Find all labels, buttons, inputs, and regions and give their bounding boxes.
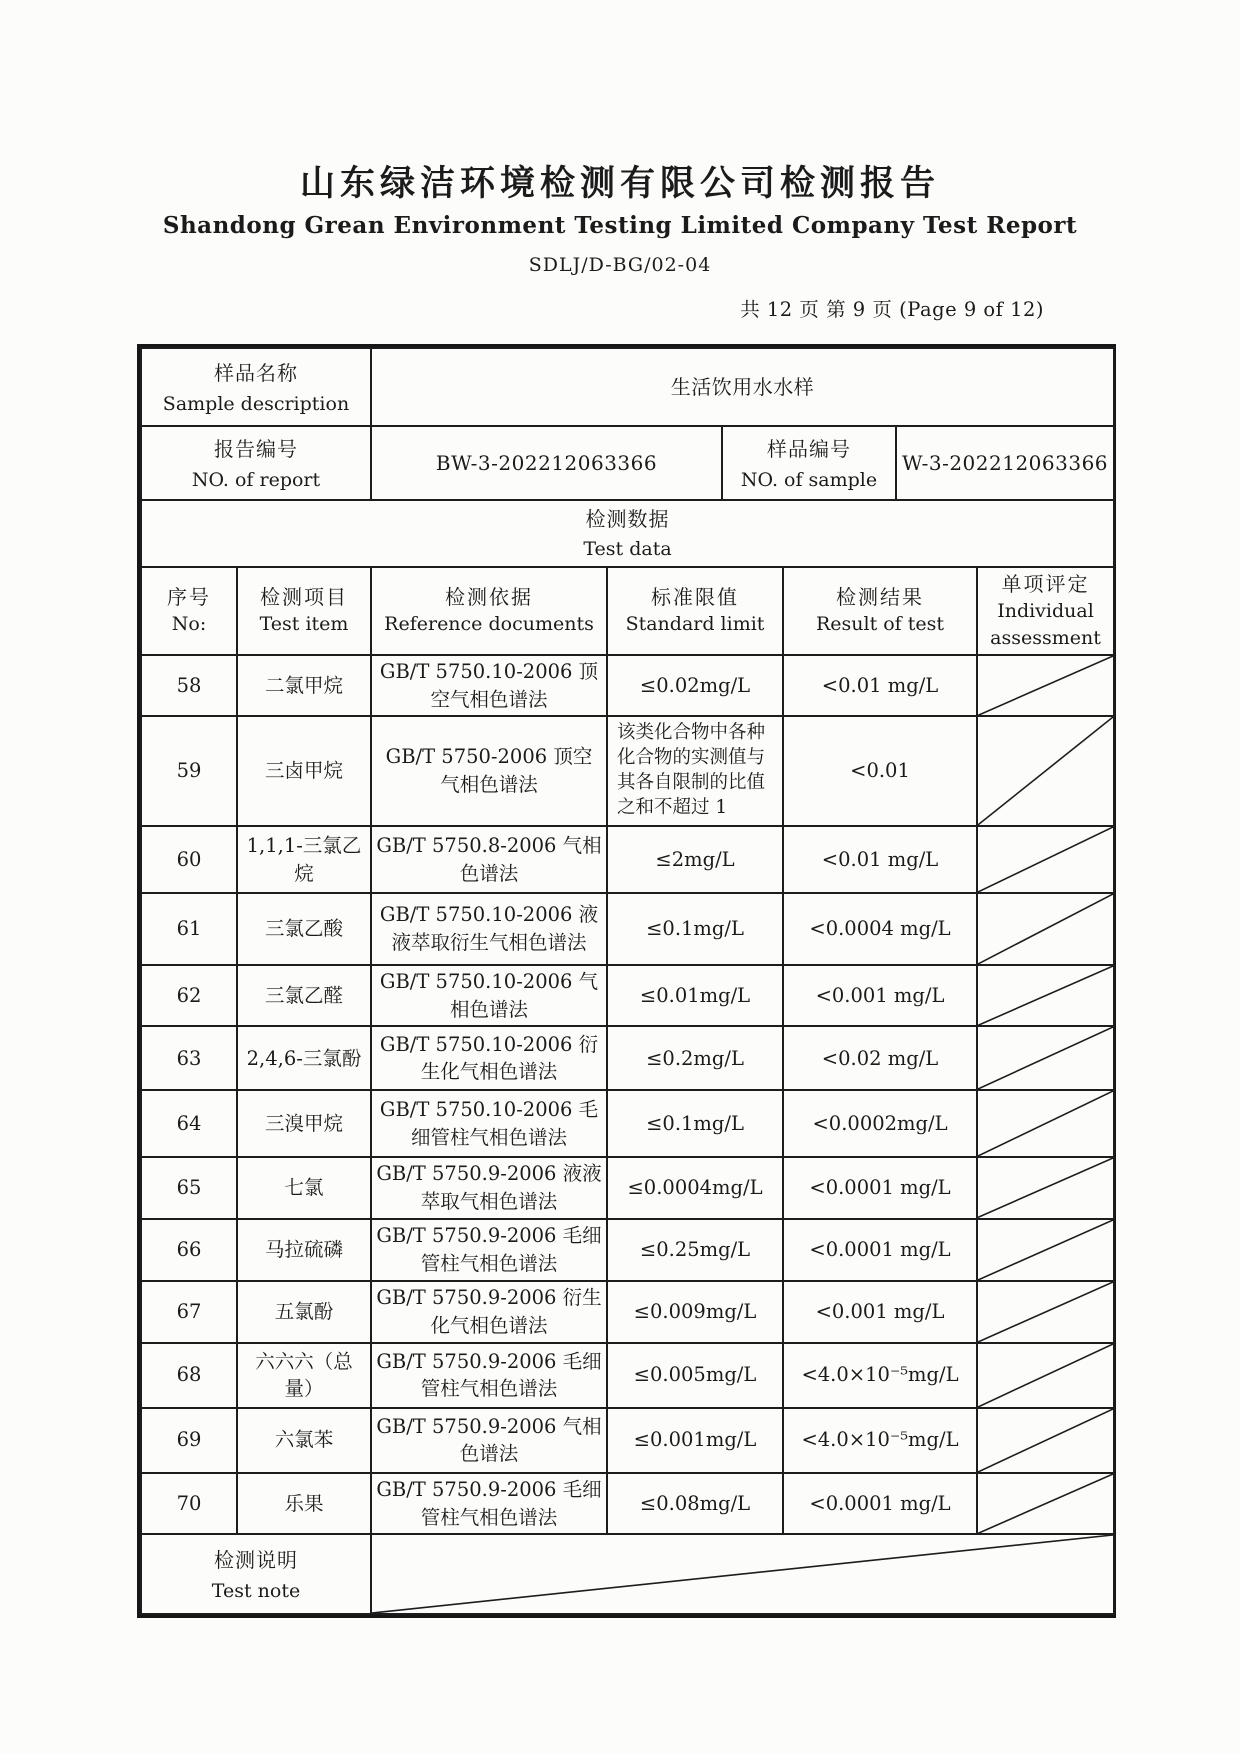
test-result: <0.001 mg/L [783, 965, 977, 1026]
sample-no-label [722, 426, 896, 500]
test-item: 五氯酚 [237, 1281, 371, 1343]
diagonal-strikethrough [978, 894, 1113, 964]
diagonal-strikethrough [978, 717, 1113, 825]
col-item-cn: 检测项目 [260, 584, 348, 609]
col-assess-en: Individual assessment [990, 599, 1101, 649]
standard-limit: ≤0.1mg/L [607, 1090, 783, 1157]
diagonal-strikethrough [978, 1158, 1113, 1217]
diagonal-strikethrough [978, 1091, 1113, 1156]
test-result: <0.01 [783, 716, 977, 826]
row-number: 68 [141, 1343, 237, 1408]
test-result: <4.0×10⁻⁵mg/L [783, 1343, 977, 1408]
test-result: <4.0×10⁻⁵mg/L [783, 1408, 977, 1473]
row-number: 63 [141, 1026, 237, 1090]
report-number-row [141, 426, 1114, 500]
test-note-label-cn: 检测说明 [214, 1547, 298, 1572]
sample-description-label-en: Sample description [162, 392, 350, 415]
standard-limit: ≤0.0004mg/L [607, 1157, 783, 1218]
document-code: SDLJ/D-BG/02-04 [528, 254, 712, 276]
test-data-title-en: Test data [583, 538, 672, 560]
col-result-cn: 检测结果 [836, 584, 924, 609]
reference-document: GB/T 5750.9-2006 衍生化气相色谱法 [371, 1281, 607, 1343]
row-number: 64 [141, 1090, 237, 1157]
test-result: <0.001 mg/L [783, 1281, 977, 1343]
col-ref-en: Reference documents [384, 613, 594, 636]
standard-limit: ≤0.001mg/L [607, 1408, 783, 1473]
page-number-info: 共 12 页 第 9 页 (Page 9 of 12) [740, 298, 1044, 321]
table-row [141, 1219, 1114, 1281]
test-item: 三溴甲烷 [237, 1090, 371, 1157]
reference-document: GB/T 5750-2006 顶空气相色谱法 [371, 716, 607, 826]
diagonal-strikethrough [978, 1344, 1113, 1407]
reference-document: GB/T 5750.9-2006 毛细管柱气相色谱法 [371, 1219, 607, 1281]
test-item: 2,4,6-三氯酚 [237, 1026, 371, 1090]
individual-assessment-cell [977, 893, 1114, 965]
sample-description-row [141, 348, 1114, 426]
table-row [141, 1026, 1114, 1090]
table-row [141, 1157, 1114, 1218]
sample-no-label-cn: 样品编号 [767, 436, 851, 461]
test-item: 三氯乙醛 [237, 965, 371, 1026]
reference-document: GB/T 5750.9-2006 毛细管柱气相色谱法 [371, 1473, 607, 1534]
standard-limit: ≤0.1mg/L [607, 893, 783, 965]
row-number: 66 [141, 1219, 237, 1281]
report-no-label-en: NO. of report [191, 468, 321, 491]
diagonal-strikethrough [978, 827, 1113, 892]
table-row [141, 1090, 1114, 1157]
col-no-cn: 序号 [167, 584, 211, 609]
diagonal-strikethrough [978, 966, 1113, 1025]
test-result: <0.0004 mg/L [783, 893, 977, 965]
standard-limit: ≤0.02mg/L [607, 655, 783, 716]
row-number: 70 [141, 1473, 237, 1534]
test-note-label [141, 1534, 371, 1614]
column-header-no [141, 567, 237, 655]
test-item: 乐果 [237, 1473, 371, 1534]
row-number: 59 [141, 716, 237, 826]
test-result: <0.01 mg/L [783, 826, 977, 893]
table-row [141, 893, 1114, 965]
col-no-en: No: [171, 613, 207, 636]
sample-description-label-cn: 样品名称 [214, 360, 298, 385]
test-data-banner [141, 500, 1114, 567]
diagonal-strikethrough [978, 1220, 1113, 1280]
standard-limit: ≤0.25mg/L [607, 1219, 783, 1281]
row-number: 69 [141, 1408, 237, 1473]
test-result: <0.0002mg/L [783, 1090, 977, 1157]
column-header-standard-limit [607, 567, 783, 655]
individual-assessment-cell [977, 1157, 1114, 1218]
individual-assessment-cell [977, 655, 1114, 716]
reference-document: GB/T 5750.9-2006 毛细管柱气相色谱法 [371, 1343, 607, 1408]
standard-limit: ≤0.08mg/L [607, 1473, 783, 1534]
test-note-content [371, 1534, 1114, 1614]
row-number: 65 [141, 1157, 237, 1218]
report-no-label-cn: 报告编号 [214, 436, 298, 461]
column-header-assessment [977, 567, 1114, 655]
report-no-value: BW-3-202212063366 [371, 426, 722, 500]
sample-description-label [141, 348, 371, 426]
reference-document: GB/T 5750.9-2006 液液萃取气相色谱法 [371, 1157, 607, 1218]
standard-limit: ≤0.005mg/L [607, 1343, 783, 1408]
test-data-banner-row [141, 500, 1114, 567]
test-item: 六六六（总量） [237, 1343, 371, 1408]
table-row [141, 1343, 1114, 1408]
col-assess-cn: 单项评定 [1001, 571, 1090, 596]
individual-assessment-cell [977, 1473, 1114, 1534]
col-limit-en: Standard limit [625, 613, 765, 636]
col-result-en: Result of test [815, 613, 945, 636]
standard-limit: ≤0.2mg/L [607, 1026, 783, 1090]
table-row [141, 1281, 1114, 1343]
test-item: 马拉硫磷 [237, 1219, 371, 1281]
standard-limit: ≤0.009mg/L [607, 1281, 783, 1343]
individual-assessment-cell [977, 716, 1114, 826]
test-result: <0.0001 mg/L [783, 1473, 977, 1534]
sample-no-value: W-3-202212063366 [896, 426, 1114, 500]
col-ref-cn: 检测依据 [445, 584, 533, 609]
diagonal-strikethrough [978, 1282, 1113, 1342]
individual-assessment-cell [977, 1408, 1114, 1473]
row-number: 58 [141, 655, 237, 716]
reference-document: GB/T 5750.10-2006 衍生化气相色谱法 [371, 1026, 607, 1090]
test-item: 1,1,1-三氯乙烷 [237, 826, 371, 893]
individual-assessment-cell [977, 965, 1114, 1026]
column-header-row [141, 567, 1114, 655]
col-limit-cn: 标准限值 [651, 584, 739, 609]
individual-assessment-cell [977, 1026, 1114, 1090]
col-item-en: Test item [259, 613, 349, 636]
table-row [141, 655, 1114, 716]
test-item: 三卤甲烷 [237, 716, 371, 826]
report-table [140, 347, 1115, 1615]
standard-limit: ≤0.01mg/L [607, 965, 783, 1026]
table-row [141, 965, 1114, 1026]
individual-assessment-cell [977, 1343, 1114, 1408]
test-data-title-cn: 检测数据 [585, 507, 670, 531]
reference-document: GB/T 5750.8-2006 气相色谱法 [371, 826, 607, 893]
diagonal-strikethrough [372, 1535, 1113, 1613]
individual-assessment-cell [977, 1219, 1114, 1281]
table-row [141, 1473, 1114, 1534]
test-item: 二氯甲烷 [237, 655, 371, 716]
row-number: 61 [141, 893, 237, 965]
reference-document: GB/T 5750.10-2006 液液萃取衍生气相色谱法 [371, 893, 607, 965]
sample-no-label-en: NO. of sample [740, 468, 878, 491]
diagonal-strikethrough [978, 1027, 1113, 1089]
row-number: 62 [141, 965, 237, 1026]
diagonal-strikethrough [978, 1409, 1113, 1472]
table-row [141, 716, 1114, 826]
reference-document: GB/T 5750.9-2006 气相色谱法 [371, 1408, 607, 1473]
test-result: <0.01 mg/L [783, 655, 977, 716]
standard-limit: 该类化合物中各种化合物的实测值与其各自限制的比值之和不超过 1 [607, 716, 783, 826]
row-number: 67 [141, 1281, 237, 1343]
table-row [141, 1408, 1114, 1473]
individual-assessment-cell [977, 1281, 1114, 1343]
test-note-label-en: Test note [211, 1579, 301, 1602]
table-row [141, 826, 1114, 893]
individual-assessment-cell [977, 826, 1114, 893]
report-title-en: Shandong Grean Environment Testing Limited Company Test Report [162, 212, 1078, 239]
sample-description-value: 生活饮用水水样 [371, 348, 1114, 426]
reference-document: GB/T 5750.10-2006 气相色谱法 [371, 965, 607, 1026]
column-header-result [783, 567, 977, 655]
individual-assessment-cell [977, 1090, 1114, 1157]
report-title-cn: 山东绿洁环境检测有限公司检测报告 [299, 163, 940, 204]
test-item: 三氯乙酸 [237, 893, 371, 965]
column-header-reference [371, 567, 607, 655]
test-data-rows [141, 655, 1114, 1534]
test-result: <0.0001 mg/L [783, 1157, 977, 1218]
test-item: 七氯 [237, 1157, 371, 1218]
reference-document: GB/T 5750.10-2006 顶空气相色谱法 [371, 655, 607, 716]
diagonal-strikethrough [978, 1474, 1113, 1533]
reference-document: GB/T 5750.10-2006 毛细管柱气相色谱法 [371, 1090, 607, 1157]
column-header-test-item [237, 567, 371, 655]
test-result: <0.0001 mg/L [783, 1219, 977, 1281]
diagonal-strikethrough [978, 656, 1113, 715]
test-result: <0.02 mg/L [783, 1026, 977, 1090]
test-item: 六氯苯 [237, 1408, 371, 1473]
test-note-row [141, 1534, 1114, 1614]
standard-limit: ≤2mg/L [607, 826, 783, 893]
report-no-label [141, 426, 371, 500]
row-number: 60 [141, 826, 237, 893]
report-table-wrapper [137, 344, 1116, 1618]
